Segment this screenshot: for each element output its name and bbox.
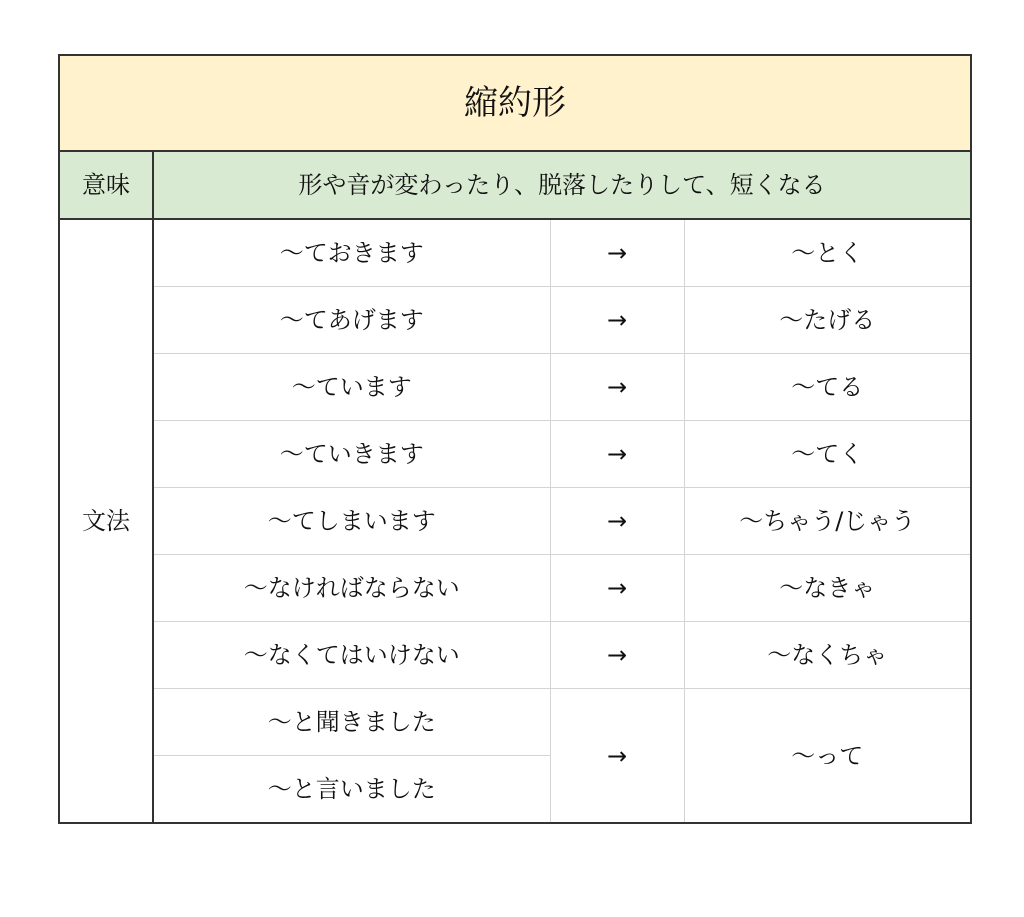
arrow-symbol: →	[550, 287, 684, 354]
arrow-symbol: →	[550, 689, 684, 824]
grammar-form-original: ～ていきます	[153, 421, 550, 488]
table-title: 縮約形	[59, 55, 971, 151]
grammar-form-contracted: ～たげる	[684, 287, 971, 354]
arrow-symbol: →	[550, 488, 684, 555]
grammar-label: 文法	[59, 219, 153, 823]
grammar-form-contracted: ～なきゃ	[684, 555, 971, 622]
grammar-form-contracted: ～てく	[684, 421, 971, 488]
grammar-form-original: ～なくてはいけない	[153, 622, 550, 689]
grammar-form-original: ～ておきます	[153, 219, 550, 287]
grammar-form-contracted: ～なくちゃ	[684, 622, 971, 689]
grammar-form-contracted: ～てる	[684, 354, 971, 421]
arrow-symbol: →	[550, 555, 684, 622]
grammar-form-original: ～ています	[153, 354, 550, 421]
grammar-form-original: ～てあげます	[153, 287, 550, 354]
arrow-symbol: →	[550, 219, 684, 287]
grammar-form-contracted: ～ちゃう/じゃう	[684, 488, 971, 555]
arrow-symbol: →	[550, 622, 684, 689]
grammar-form-original: ～と言いました	[153, 756, 550, 824]
grammar-form-contracted: ～とく	[684, 219, 971, 287]
grammar-form-contracted: ～って	[684, 689, 971, 824]
meaning-text: 形や音が変わったり、脱落したりして、短くなる	[153, 151, 971, 219]
arrow-symbol: →	[550, 354, 684, 421]
grammar-form-original: ～と聞きました	[153, 689, 550, 756]
grammar-form-original: ～なければならない	[153, 555, 550, 622]
arrow-symbol: →	[550, 421, 684, 488]
grammar-form-original: ～てしまいます	[153, 488, 550, 555]
meaning-label: 意味	[59, 151, 153, 219]
contraction-table	[58, 54, 972, 824]
